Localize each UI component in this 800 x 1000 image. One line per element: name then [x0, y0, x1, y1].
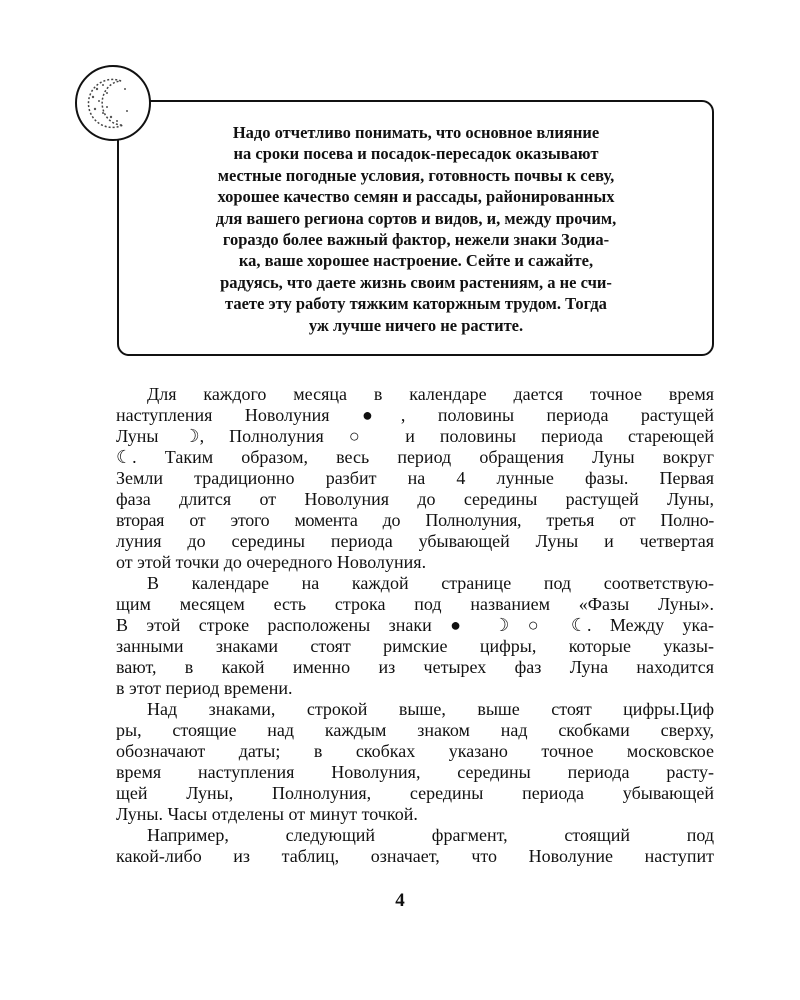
text-line: Луны. Часы отделены от минут точкой.	[116, 804, 418, 824]
note-line: таете эту работу тяжким каторжным трудом. Тогда	[225, 294, 607, 314]
text-line: вторая от этого момента до Полнолуния, третья от Полно-	[116, 510, 714, 530]
text-line: щей Луны, Полнолуния, середины периода убывающей	[116, 783, 714, 803]
note-line: гораздо более важный фактор, нежели знаки Зодиа-	[222, 230, 610, 250]
text-line: обозначают даты; в скобках указано точное московское	[116, 741, 714, 761]
text-line: В календаре на каждой странице под соответствую-	[147, 573, 714, 593]
text-line: от этой точки до очередного Новолуния.	[116, 552, 427, 572]
text-line: ры, стоящие над каждым знаком над скобками сверху,	[116, 720, 714, 740]
text-line: В этой строке расположены знаки ● ☽ ○ ☾. Между ука-	[116, 615, 714, 635]
note-line: местные погодные условия, готовность почвы к севу,	[217, 165, 615, 185]
text-line: луния до середины периода убывающей Луны и четвертая	[116, 531, 714, 551]
text-line: Над знаками, строкой выше, выше стоят цифры.Циф	[147, 699, 714, 719]
text-line: вают, в какой именно из четырех фаз Луна находится	[116, 657, 714, 677]
note-line: уж лучше ничего не растите.	[308, 315, 524, 335]
text-line: занными знаками стоят римские цифры, которые указы-	[116, 636, 714, 656]
note-line: для вашего региона сортов и видов, и, между прочим,	[215, 208, 617, 228]
text-line: фаза длится от Новолуния до середины растущей Луны,	[116, 489, 714, 509]
note-line: на сроки посева и посадок-пересадок оказывают	[233, 144, 599, 164]
text-line: в этот период времени.	[116, 678, 293, 698]
text-line: Для каждого месяца в календаре дается точное время	[147, 384, 714, 404]
note-line: Надо отчетливо понимать, что основное влияние	[232, 123, 600, 142]
note-line: хорошее качество семян и рассады, районированных	[217, 187, 615, 207]
text-line: щим месяцем есть строка под названием «Фазы Луны».	[116, 594, 714, 614]
note-line: радуясь, что даете жизнь своим растениям, а не счи-	[220, 272, 612, 292]
note-line: ка, ваше хорошее настроение. Сейте и сажайте,	[238, 251, 594, 271]
note-text	[140, 122, 692, 336]
body-text	[116, 384, 714, 867]
text-line: Например, следующий фрагмент, стоящий под	[147, 825, 714, 845]
text-line: ☾. Таким образом, весь период обращения Луны вокруг	[116, 447, 714, 467]
text-line: наступления Новолуния ●, половины периода растущей	[116, 405, 714, 425]
text-line: какой-либо из таблиц, означает, что Новолуние наступит	[116, 846, 714, 866]
text-line: время наступления Новолуния, середины периода расту-	[116, 762, 714, 782]
page-number: 4	[395, 890, 405, 911]
text-line: Земли традиционно разбит на 4 лунные фазы. Первая	[116, 468, 714, 488]
text-line: Луны ☽, Полнолуния ○ и половины периода стареющей	[116, 426, 714, 446]
